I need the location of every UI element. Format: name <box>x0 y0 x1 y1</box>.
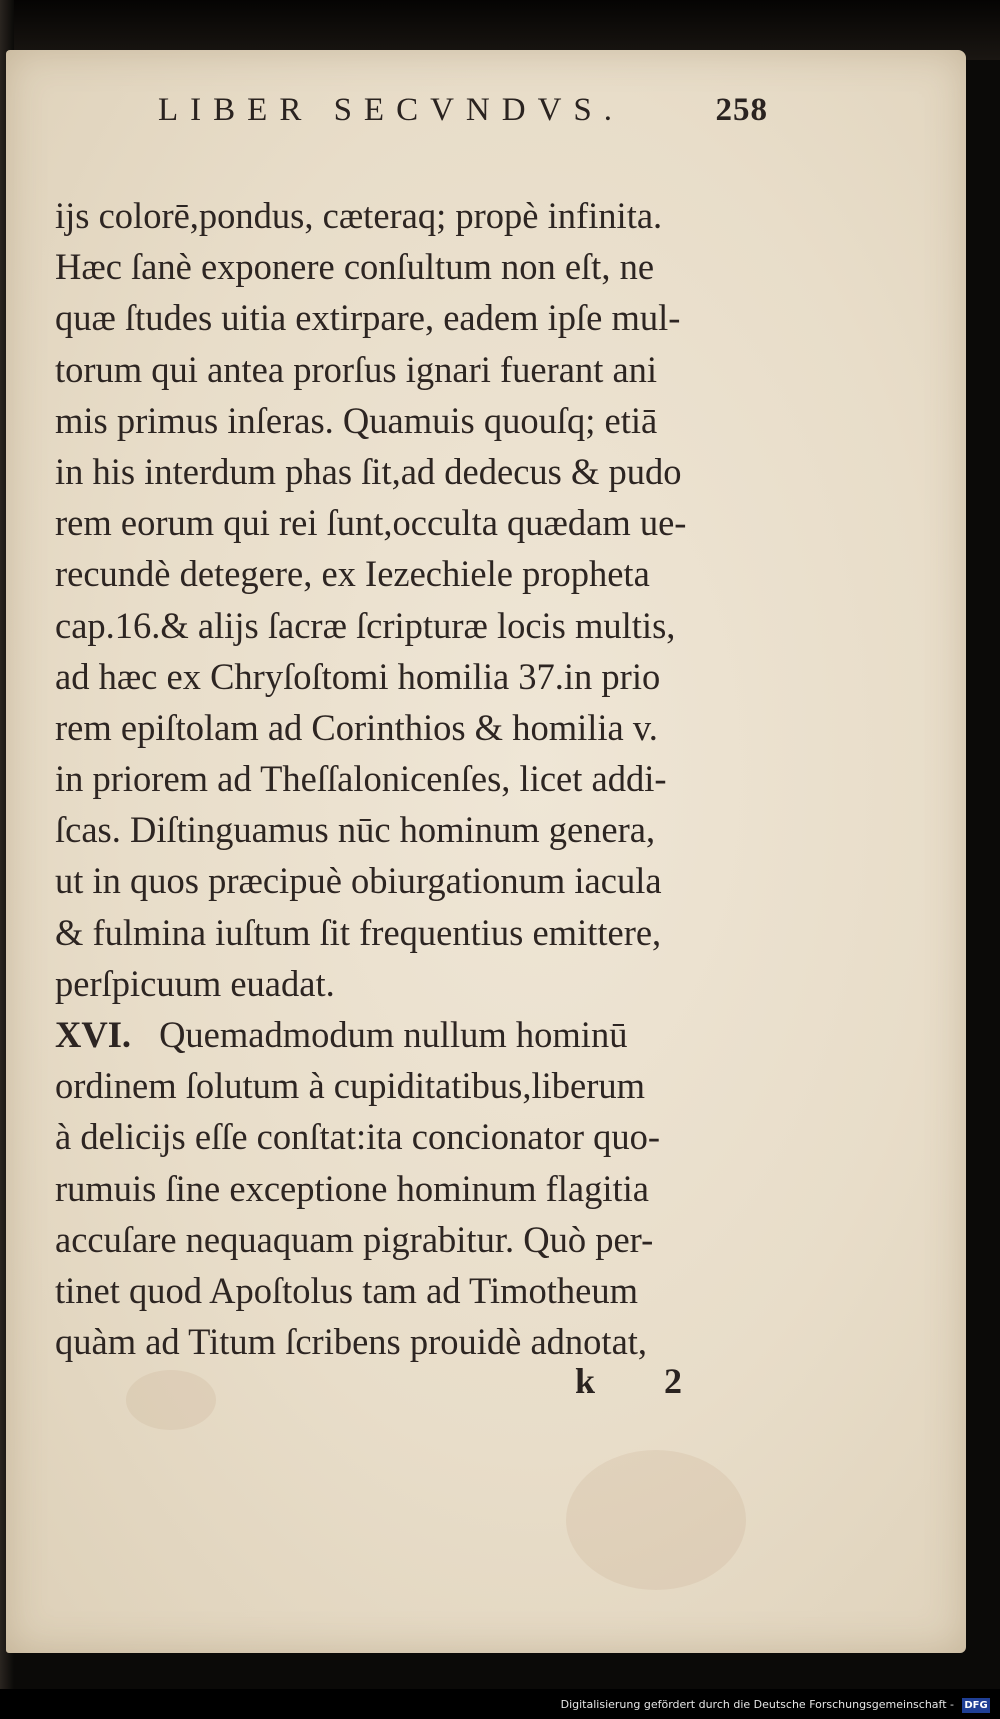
text-line: quàm ad Titum ſcribens prouidè adnotat, <box>55 1321 648 1363</box>
text-line: rumuis ſine exceptione hominum flagitia <box>55 1167 649 1209</box>
section-first-line <box>55 1009 805 1060</box>
section-first-line-text: Quemadmodum nullum hominū <box>159 1014 628 1055</box>
folio-number: 258 <box>715 92 768 128</box>
funding-credit: Digitalisierung gefördert durch die Deutsche Forschungsgemeinschaft - <box>560 1698 954 1711</box>
page-text-block <box>55 190 805 1367</box>
text-line: torum qui antea prorſus ignari fuerant ani <box>55 348 658 390</box>
text-line: Hæc ſanè exponere conſultum non eſt, ne <box>55 246 655 288</box>
text-line: cap.16.& alijs ſacræ ſcripturæ locis multis, <box>55 604 676 646</box>
text-line: ad hæc ex Chryſoſtomi homilia 37.in prio <box>55 655 661 697</box>
footer-bar <box>0 1689 1000 1719</box>
text-line: perſpicuum euadat. <box>55 962 335 1004</box>
text-line: & fulmina iuſtum ſit frequentius emittere, <box>55 911 662 953</box>
text-line: in priorem ad Theſſalonicenſes, licet addi- <box>55 758 667 800</box>
text-line: in his interdum phas ſit,ad dedecus & pudo <box>55 450 682 492</box>
text-line: ordinem ſolutum à cupiditatibus,liberum <box>55 1065 645 1107</box>
dfg-logo: DFG <box>962 1698 990 1713</box>
text-line: ijs colorē,pondus, cæteraq; propè infinita. <box>55 195 663 236</box>
text-line: recundè detegere, ex Iezechiele propheta <box>55 553 650 595</box>
text-line: rem epiſtolam ad Corinthios & homilia v. <box>55 706 658 748</box>
paper-stain <box>566 1450 746 1590</box>
text-line: mis primus inſeras. Quamuis quouſq; etiā <box>55 399 658 441</box>
text-line: à delicijs eſſe conſtat:ita concionator quo- <box>55 1116 661 1158</box>
paper-stain <box>126 1370 216 1430</box>
running-title: LIBER SECVNDVS. <box>158 92 625 128</box>
text-line: ut in quos præcipuè obiurgationum iacula <box>55 860 662 902</box>
signature-mark: k 2 <box>575 1361 713 1401</box>
text-line: accuſare nequaquam pigrabitur. Quò per- <box>55 1218 654 1260</box>
running-header <box>158 92 768 142</box>
text-line: ſcas. Diſtinguamus nūc hominum genera, <box>55 809 656 851</box>
text-line: quæ ſtudes uitia extirpare, eadem ipſe mul- <box>55 297 681 339</box>
text-line: rem eorum qui rei ſunt,occulta quædam ue- <box>55 502 687 544</box>
text-line: tinet quod Apoſtolus tam ad Timotheum <box>55 1269 639 1311</box>
section-number: XVI. <box>55 1014 132 1055</box>
